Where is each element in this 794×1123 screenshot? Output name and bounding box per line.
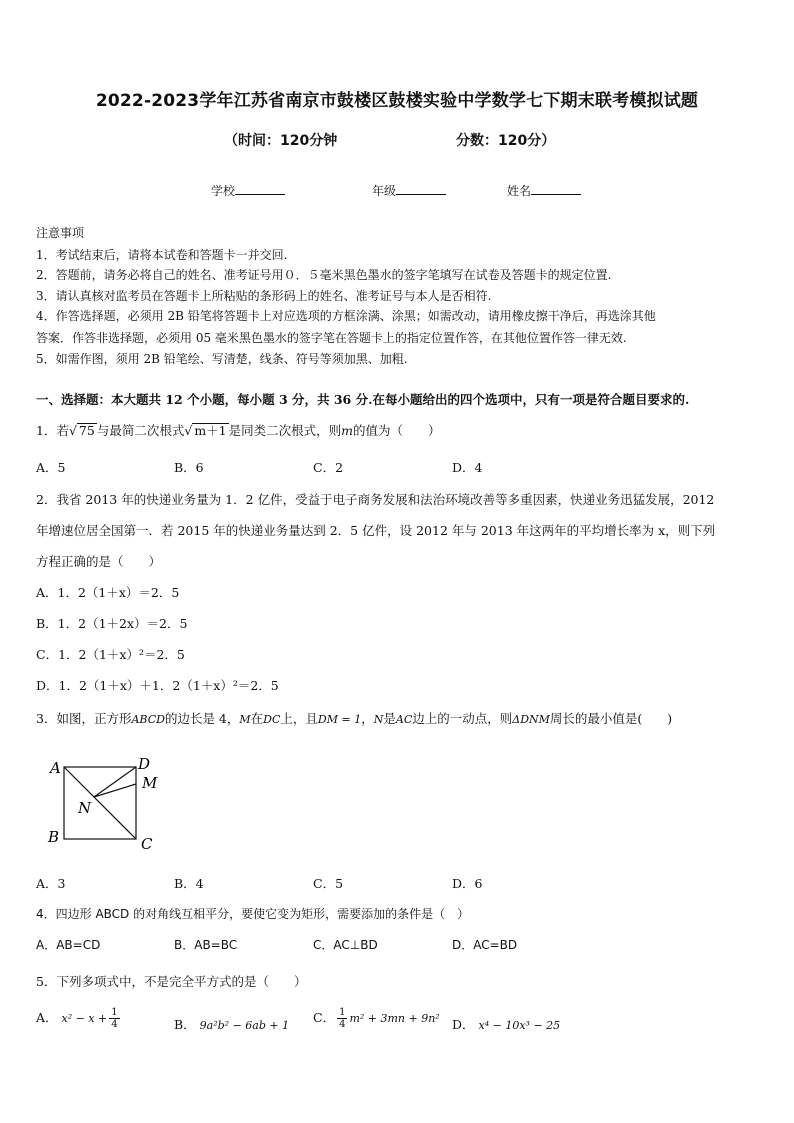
q1-text-d: 的值为（ ） — [353, 423, 441, 438]
q5-c-fraction — [337, 1007, 347, 1030]
q3-option-c[interactable]: C．5 — [313, 876, 344, 891]
q2-option-d[interactable]: D．1．2（1＋x）＋1．2（1＋x）²＝2．5 — [36, 678, 279, 693]
q1-radicand-1: 75 — [78, 423, 95, 438]
note-item: 1．考试结束后，请将本试卷和答题卡一并交回. — [36, 248, 288, 262]
q1-option-c[interactable]: C．2 — [313, 460, 344, 475]
school-blank[interactable] — [235, 182, 285, 195]
name-field — [507, 182, 581, 199]
q3-triangle: ΔDNM — [512, 713, 550, 726]
q3-text-g: 边上的一动点，则 — [412, 711, 513, 726]
label-n: N — [78, 799, 92, 817]
q5-b-expr: 9a²b² − 6ab + 1 — [199, 1019, 290, 1032]
q3-text-h: 周长的最小值是( ) — [549, 711, 673, 726]
q3-option-b[interactable]: B．4 — [174, 876, 204, 891]
segment-dn — [94, 767, 136, 797]
q3-dm: DM = 1 — [317, 713, 362, 726]
q4-text: 4．四边形 ABCD 的对角线互相平分，要使它变为矩形，需要添加的条件是（ ） — [36, 907, 470, 921]
q4-option-d[interactable]: D．AC=BD — [452, 938, 518, 952]
q5-b-label: B． — [174, 1017, 196, 1032]
label-d: D — [138, 755, 151, 773]
q3-text-b: 的边长是 4， — [164, 711, 240, 726]
q2-line-3: 方程正确的是（ ） — [36, 554, 162, 569]
note-item: 3．请认真核对监考员在答题卡上所粘贴的条形码上的姓名、准考证号与本人是否相符. — [36, 289, 492, 303]
grade-field — [372, 182, 446, 199]
q3-text-e: ， — [361, 711, 374, 726]
grade-blank[interactable] — [396, 182, 446, 195]
q4-option-b[interactable]: B．AB=BC — [174, 938, 238, 952]
q5-c-expr: m² + 3mn + 9n² — [349, 1012, 440, 1025]
q2-option-b[interactable]: B．1．2（1＋2x）＝2．5 — [36, 616, 188, 631]
question-3 — [36, 709, 672, 727]
q1-radicand-2: m＋1 — [194, 423, 227, 438]
q3-option-d[interactable]: D．6 — [452, 876, 483, 891]
sqrt-symbol: √ — [184, 423, 193, 438]
diagonal-ac — [64, 767, 136, 839]
q2-option-a[interactable]: A．1．2（1＋x）＝2．5 — [36, 585, 180, 600]
q1-option-d[interactable]: D．4 — [452, 460, 483, 475]
q3-abcd: ABCD — [131, 713, 165, 726]
school-field — [211, 182, 285, 199]
q3-m: M — [239, 713, 251, 726]
note-item: 答案．作答非选择题，必须用 05 毫米黑色墨水的签字笔在答题卡上的指定位置作答，在其他位置作答一律无效. — [36, 331, 627, 345]
q5-a-expr: x² − x + — [61, 1012, 108, 1025]
q5-option-b[interactable] — [174, 1015, 289, 1033]
q3-dc: DC — [263, 713, 281, 726]
exam-time: （时间：120分钟 — [224, 133, 338, 149]
q1-text-b: 与最简二次根式 — [96, 423, 185, 438]
q4-option-a[interactable]: A．AB=CD — [36, 938, 101, 952]
q1-option-a[interactable]: A．5 — [36, 460, 66, 475]
q1-option-b[interactable]: B．6 — [174, 460, 204, 475]
name-label: 姓名 — [507, 184, 532, 198]
section-heading: 一、选择题：本大题共 12 个小题，每小题 3 分，共 36 分.在每小题给出的四个选项中，只有一项是符合题目要求的. — [36, 392, 690, 407]
q5-d-label: D． — [452, 1017, 475, 1032]
q5-d-expr: x⁴ − 10x³ − 25 — [478, 1019, 561, 1032]
sqrt-symbol: √ — [68, 423, 77, 438]
q5-c-den: 4 — [339, 1019, 346, 1030]
q5-a-den: 4 — [111, 1019, 118, 1030]
label-m: M — [142, 774, 158, 792]
q5-a-num: 1 — [111, 1007, 118, 1018]
label-c: C — [141, 835, 153, 853]
grade-label: 年级 — [372, 184, 397, 198]
q5-a-label: A． — [36, 1010, 58, 1025]
exam-score: 分数：120分） — [456, 133, 556, 149]
q3-ac: AC — [395, 713, 413, 726]
q5-a-fraction — [109, 1007, 119, 1030]
note-item: 4．作答选择题，必须用 2B 铅笔将答题卡上对应选项的方框涂满、涂黑；如需改动，请用橡皮擦干净后，再选涂其他 — [36, 309, 656, 323]
q5-c-label: C． — [313, 1010, 336, 1025]
school-label: 学校 — [211, 184, 236, 198]
q1-text-a: 1．若 — [36, 423, 69, 438]
q1-var: m — [341, 423, 353, 438]
q5-option-a[interactable] — [36, 1007, 122, 1030]
note-item: 2．答题前，请务必将自己的姓名、准考证号用０．５毫米黑色墨水的签字笔填写在试卷及答题卡的规定位置. — [36, 268, 612, 282]
q2-line-1: 2．我省 2013 年的快递业务量为 1．2 亿件，受益于电子商务发展和法治环境改善等多重因素，快递业务迅猛发展，2012 — [36, 492, 715, 507]
q3-n: N — [373, 713, 384, 726]
q2-option-c[interactable]: C．1．2（1＋x）²＝2．5 — [36, 647, 185, 662]
q3-text-d: 上，且 — [280, 711, 318, 726]
q1-text-c: 是同类二次根式，则 — [228, 423, 342, 438]
q2-line-2: 年增速位居全国第一．若 2015 年的快递业务量达到 2．5 亿件，设 2012 年与 2013 年这两年的平均增长率为 x，则下列 — [36, 523, 716, 538]
q5-text: 5．下列多项式中，不是完全平方式的是（ ） — [36, 974, 307, 989]
q3-option-a[interactable]: A．3 — [36, 876, 66, 891]
label-b: B — [48, 828, 60, 846]
q3-text-c: 在 — [250, 711, 264, 726]
page-title: 2022-2023学年江苏省南京市鼓楼区鼓楼实验中学数学七下期末联考模拟试题 — [95, 91, 699, 111]
q3-text-f: 是 — [383, 711, 396, 726]
notes-heading: 注意事项 — [36, 226, 85, 240]
name-blank[interactable] — [531, 182, 581, 195]
q5-option-d[interactable] — [452, 1015, 560, 1033]
segment-nm — [94, 784, 136, 797]
q5-option-c[interactable] — [313, 1007, 440, 1030]
q3-text-a: 3．如图，正方形 — [36, 711, 132, 726]
q3-figure — [40, 755, 170, 855]
q5-c-num: 1 — [339, 1007, 346, 1018]
question-1 — [36, 421, 441, 439]
label-a: A — [50, 759, 61, 777]
q4-option-c[interactable]: C．AC⊥BD — [313, 938, 378, 952]
note-item: 5．如需作图，须用 2B 铅笔绘、写清楚，线条、符号等须加黑、加粗. — [36, 352, 408, 366]
